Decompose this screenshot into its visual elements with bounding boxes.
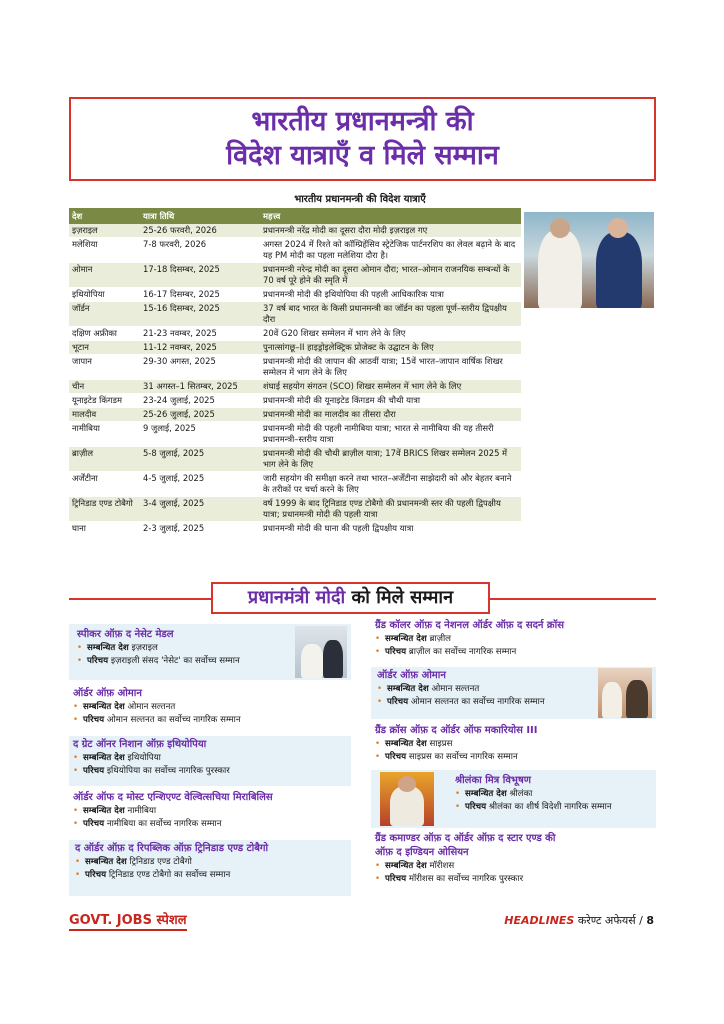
table-row (69, 472, 521, 497)
award-card (371, 830, 656, 894)
cell-significance: अगस्त 2024 में रिश्ते को कॉम्प्रिहेंसिव स्ट्रेटेजिक पार्टनरशिप का लेवल बढ़ाने के बाद यह PM मोदी का पहला मलेशिया दौरा है। (260, 238, 521, 263)
cell-date: 29-30 अगस्त, 2025 (140, 355, 260, 380)
award-card (371, 722, 656, 770)
award-title: द ऑर्डर ऑफ़ द रिपब्लिक ऑफ़ ट्रिनिडाड एण्ड टोबैगो (75, 843, 269, 854)
cell-date: 16-17 दिसम्बर, 2025 (140, 288, 260, 302)
table-row (69, 394, 521, 408)
cell-date: 17-18 दिसम्बर, 2025 (140, 263, 260, 288)
figure-left-head (550, 218, 570, 238)
cell-date: 5-8 जुलाई, 2025 (140, 447, 260, 472)
cell-date: 31 अगस्त–1 सितम्बर, 2025 (140, 380, 260, 394)
award-title: द ग्रेट ऑनर निशान ऑफ़ इथियोपिया (73, 739, 207, 750)
divider-right (490, 598, 656, 600)
cell-significance: प्रधानमन्त्री मोदी का मालदीव का तीसरा दौरा (260, 408, 521, 422)
table-row (69, 522, 521, 536)
cell-date: 7-8 फरवरी, 2026 (140, 238, 260, 263)
table-row (69, 327, 521, 341)
table-row (69, 447, 521, 472)
table-caption: भारतीय प्रधानमन्त्री की विदेश यात्राएँ (294, 194, 426, 205)
cell-country: अर्जेंटीना (69, 472, 140, 497)
award-intro: • परिचय श्रीलंका का शीर्ष विदेशी नागरिक सम्मान (455, 801, 650, 814)
table-row (69, 238, 521, 263)
cell-country: भूटान (69, 341, 140, 355)
table-row (69, 263, 521, 288)
award-title: ग्रैंड कमाण्डर ऑफ़ द ऑर्डर ऑफ़ द स्टार एण्ड की ऑफ़ द इण्डियन ओसियन (375, 833, 556, 858)
footer-section: करेण्ट अफेयर्स / (574, 914, 647, 927)
cell-date: 25-26 जुलाई, 2025 (140, 408, 260, 422)
award-title: ऑर्डर ऑफ द मोस्ट एन्शिएण्ट वेल्वित्सचिया मिराबिलिस (73, 792, 273, 803)
award-title: ग्रैंड क्रॉस ऑफ़ द ऑर्डर ऑफ मकारियोस III (375, 725, 538, 736)
cell-significance: 20वें G20 शिखर सम्मेलन में भाग लेने के लिए (260, 327, 521, 341)
header-date: यात्रा तिथि (140, 208, 260, 224)
cell-date: 23-24 जुलाई, 2025 (140, 394, 260, 408)
cell-date: 11-12 नवम्बर, 2025 (140, 341, 260, 355)
award-title: ग्रैंड कॉलर ऑफ़ द नेशनल ऑर्डर ऑफ़ द सदर्न क्रॉस (375, 620, 564, 631)
cell-country: ओमान (69, 263, 140, 288)
cell-date: 4-5 जुलाई, 2025 (140, 472, 260, 497)
footer-page-info (504, 913, 654, 928)
page-title-line-1: भारतीय प्रधानमन्त्री की (251, 106, 474, 137)
header-significance: महत्त्व (260, 208, 521, 224)
award-country: • सम्बन्धित देश श्रीलंका (455, 788, 650, 801)
figure-right-head (608, 218, 628, 238)
award-country: • सम्बन्धित देश ओमान सल्तनत (73, 701, 347, 714)
award-country: • सम्बन्धित देश मॉरीशस (375, 860, 652, 873)
cell-significance: प्रधानमन्त्री मोदी की चौथी ब्राज़ील यात्रा; 17वें BRICS शिखर सम्मेलन 2025 में भाग लेने के लिए (260, 447, 521, 472)
award-country: • सम्बन्धित देश ब्राज़ील (375, 633, 652, 646)
header-country: देश (69, 208, 140, 224)
award-country: • सम्बन्धित देश नामीबिया (73, 805, 347, 818)
cell-country: जॉर्डन (69, 302, 140, 327)
cell-country: नामीबिया (69, 422, 140, 447)
cell-significance: जारी सहयोग की समीक्षा करने तथा भारत–अर्जेंटीना साझेदारी को और बेहतर बनाने के तरीकों पर चर्चा करने के लिए (260, 472, 521, 497)
leaders-photo (524, 212, 654, 308)
award-card (69, 685, 351, 735)
table-body (69, 224, 521, 536)
cell-country: इज़राइल (69, 224, 140, 238)
cell-date: 9 जुलाई, 2025 (140, 422, 260, 447)
award-title: ऑर्डर ऑफ़ ओमान (377, 670, 446, 681)
award-intro: • परिचय ट्रिनिडाड एण्ड टोबैगो का सर्वोच्च सम्मान (75, 869, 345, 882)
table-row (69, 497, 521, 522)
table-header-row (69, 208, 521, 224)
cell-country: मालदीव (69, 408, 140, 422)
cell-date: 3-4 जुलाई, 2025 (140, 497, 260, 522)
cell-significance: शंघाई सहयोग संगठन (SCO) शिखर सम्मेलन में भाग लेने के लिए (260, 380, 521, 394)
award-photo (598, 668, 652, 718)
award-country: • सम्बन्धित देश इज़राइल (77, 642, 289, 655)
table-row (69, 288, 521, 302)
award-intro: • परिचय नामीबिया का सर्वोच्च नागरिक सम्मान (73, 818, 347, 831)
cell-significance: प्रधानमन्त्री मोदी की जापान की आठवीं यात्रा; 15वें भारत–जापान वार्षिक शिखर सम्मेलन में भाग लेने के लिए (260, 355, 521, 380)
figure-left (538, 230, 582, 308)
cell-significance: प्रधानमन्त्री मोदी की पहली नामीबिया यात्रा; भारत से नामीबिया की यह तीसरी प्रधानमन्त्री–स्तरीय यात्रा (260, 422, 521, 447)
awards-heading-rest: को मिले सम्मान (345, 587, 454, 608)
page-title-line-2: विदेश यात्राएँ व मिले सम्मान (226, 140, 499, 171)
cell-significance: प्रधानमन्त्री नरेंद्र मोदी का दूसरा दौरा मोदी इज़राइल गए (260, 224, 521, 238)
cell-date: 15-16 दिसम्बर, 2025 (140, 302, 260, 327)
table-row (69, 380, 521, 394)
award-intro: • परिचय साइप्रस का सर्वोच्च नागरिक सम्मान (375, 751, 652, 764)
cell-country: चीन (69, 380, 140, 394)
table-row (69, 341, 521, 355)
award-intro: • परिचय ओमान सल्तनत का सर्वोच्च नागरिक सम्मान (73, 714, 347, 727)
cell-country: मलेशिया (69, 238, 140, 263)
award-country: • सम्बन्धित देश इथियोपिया (73, 752, 347, 765)
footer-brand-left: GOVT. JOBS स्पेशल (69, 910, 187, 931)
award-title: ऑर्डर ऑफ़ ओमान (73, 688, 142, 699)
figure-right (596, 232, 642, 308)
award-intro: • परिचय इज़राइली संसद 'नेसेट' का सर्वोच्च सम्मान (77, 655, 289, 668)
table-row (69, 224, 521, 238)
table-row (69, 302, 521, 327)
page-number: 8 (646, 914, 654, 927)
cell-significance: 37 वर्ष बाद भारत के किसी प्रधानमन्त्री का जॉर्डन का पहला पूर्ण–स्तरीय द्विपक्षीय दौरा (260, 302, 521, 327)
cell-significance: प्रधानमन्त्री मोदी की इथियोपिया की पहली आधिकारिक यात्रा (260, 288, 521, 302)
cell-significance: प्रधानमन्त्री नरेन्द्र मोदी का दूसरा ओमान दौरा; भारत–ओमान राजनयिक सम्बन्धों के 70 वर्ष पूरे होने की स्मृति में (260, 263, 521, 288)
divider-left (69, 598, 211, 600)
table-row (69, 408, 521, 422)
cell-significance: पुनात्सांगछू–II हाइड्रोइलेक्ट्रिक प्रोजेक्ट के उद्घाटन के लिए (260, 341, 521, 355)
cell-significance: वर्ष 1999 के बाद ट्रिनिडाड एण्ड टोबैगो की प्रधानमन्त्री स्तर की पहली द्विपक्षीय यात्रा; प्रधानमन्त्री मोदी की पहली यात्रा (260, 497, 521, 522)
table-row (69, 355, 521, 380)
visits-table (69, 208, 521, 536)
cell-country: दक्षिण अफ्रीका (69, 327, 140, 341)
award-card (69, 789, 351, 839)
award-intro: • परिचय इथियोपिया का सर्वोच्च नागरिक पुरस्कार (73, 765, 347, 778)
award-photo (295, 626, 347, 678)
cell-date: 25-26 फरवरी, 2026 (140, 224, 260, 238)
award-title: श्रीलंका मित्र विभूषण (455, 775, 531, 786)
award-card (69, 736, 351, 786)
award-intro: • परिचय मॉरीशस का सर्वोच्च नागरिक पुरस्कार (375, 873, 652, 886)
cell-date: 21-23 नवम्बर, 2025 (140, 327, 260, 341)
awards-heading (211, 582, 490, 614)
award-country: • सम्बन्धित देश ट्रिनिडाड एण्ड टोबैगो (75, 856, 345, 869)
award-card (371, 617, 656, 665)
page-title-box (69, 97, 656, 181)
award-title: स्पीकर ऑफ़ द नेसेट मेडल (77, 629, 174, 640)
cell-country: ब्राज़ील (69, 447, 140, 472)
cell-significance: प्रधानमन्त्री मोदी की यूनाइटेड किंगडम की चौथी यात्रा (260, 394, 521, 408)
cell-country: ट्रिनिडाड एण्ड टोबैगो (69, 497, 140, 522)
cell-country: जापान (69, 355, 140, 380)
cell-significance: प्रधानमन्त्री मोदी की घाना की पहली द्विपक्षीय यात्रा (260, 522, 521, 536)
footer-brand: HEADLINES (504, 914, 575, 927)
award-country: • सम्बन्धित देश साइप्रस (375, 738, 652, 751)
award-intro: • परिचय ओमान सल्तनत का सर्वोच्च नागरिक सम्मान (377, 696, 597, 709)
cell-country: यूनाइटेड किंगडम (69, 394, 140, 408)
award-country: • सम्बन्धित देश ओमान सल्तनत (377, 683, 597, 696)
award-card (69, 840, 351, 896)
table-row (69, 422, 521, 447)
award-intro: • परिचय ब्राज़ील का सर्वोच्च नागरिक सम्मान (375, 646, 652, 659)
award-photo (380, 772, 434, 826)
cell-date: 2-3 जुलाई, 2025 (140, 522, 260, 536)
cell-country: इथियोपिया (69, 288, 140, 302)
awards-heading-highlight: प्रधानमंत्री मोदी (247, 587, 346, 608)
cell-country: घाना (69, 522, 140, 536)
